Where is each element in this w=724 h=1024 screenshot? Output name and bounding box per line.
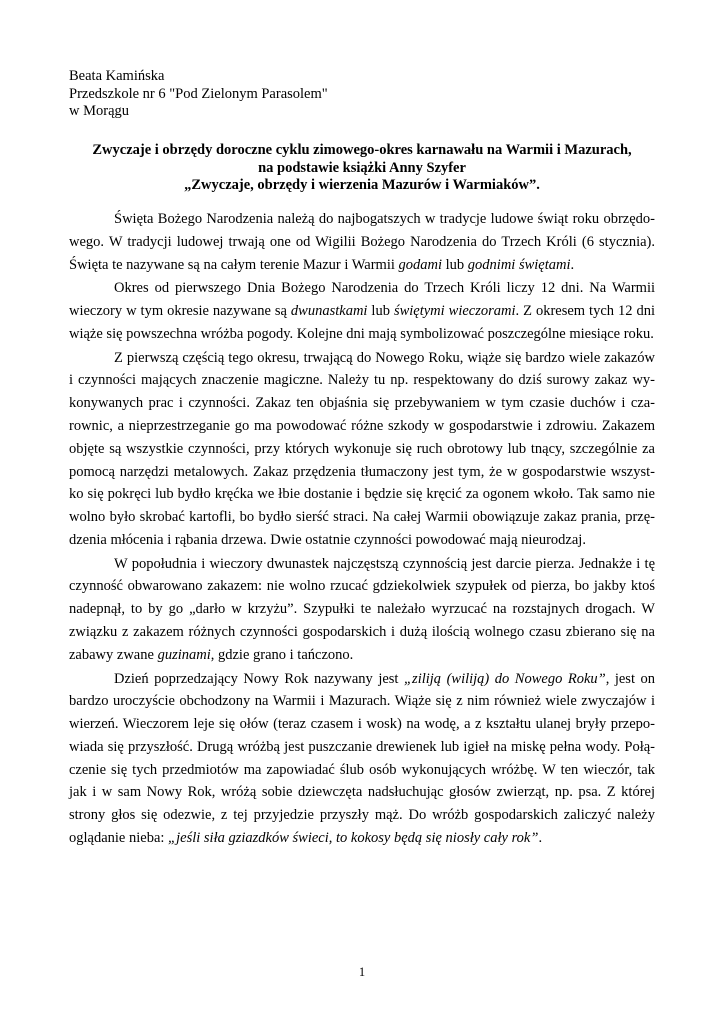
title-line-3: „Zwyczaje, obrzędy i wierzenia Mazurów i Warmiaków”. xyxy=(184,177,540,193)
document-body xyxy=(69,208,655,850)
paragraph-5-text-a: Dzień poprzedzający Nowy Rok nazywany jest xyxy=(114,670,404,687)
paragraph-2-italic-wieczory: świętymi wieczorami xyxy=(393,303,516,320)
paragraph-1 xyxy=(69,208,655,276)
paragraph-1-text-a: Święta Bożego Narodzenia należą do najbogatszych w tradycje ludowe świąt roku obrzędo-wego. W tradycji ludowej trwają one od Wigilii Bożego Narodzenia do Trzech Króli (6 stycznia). Święta te nazywane są na całym terenie Mazur i Warmii xyxy=(69,211,655,273)
paragraph-2-text-c: . Z okresem tych 12 dni wiąże się powszechna wróżba pogody. Kolejne dni mają symbolizować poszczególne miesiące roku. xyxy=(69,303,655,342)
title-line-2: na podstawie książki Anny Szyfer xyxy=(258,159,466,176)
author-name: Beata Kamińska xyxy=(69,68,165,84)
paragraph-4-text-b: , gdzie grano i tańczono. xyxy=(210,646,354,663)
page-number: 1 xyxy=(358,965,366,979)
paragraph-5-text-c: . xyxy=(538,830,543,847)
paragraph-1-italic-godami: godami xyxy=(398,256,443,273)
paragraph-2-text-b: lub xyxy=(367,303,394,320)
paragraph-1-text-b: lub xyxy=(442,256,468,273)
paragraph-4-italic-guziny: guzinami xyxy=(157,646,211,663)
paragraph-1-italic-godnimi: godnimi świętami xyxy=(467,256,571,273)
author-city: w Morągu xyxy=(69,103,130,119)
paragraph-3: Z pierwszą częścią tego okresu, trwającą do Nowego Roku, wiąże się bardzo wiele zakazów i czynności mających znaczenie magiczne. Należy tu np. respektowany do dziś surowy zakaz wy-konywanych prac i czynności. Zakaz ten objaśnia się przebywaniem w tym czasie duchów i cza-rownic, a nieprzestrzeganie go ma powodować różne szkody w gospodarstwie i zdrowiu. Zakazem objęte są wszystkie czynności, przy których wykonuje się ruch obrotowy lub tnący, szczególnie za pomocą narzędzi metalowych. Zakaz przędzenia tłumaczony jest tym, że w gospodarstwie wszyst-ko się pokręci lub bydło kręćka we łbie dostanie i będzie się kręcić za ogonem wkoło. Tak samo nie wolno było skrobać kartofli, bo bydło sierść straci. Na całej Warmii obowiązuje zakaz prania, przę-dzenia młócenia i rąbania drzewa. Dwie ostatnie czynności powodować mają nieurodzaj. xyxy=(69,349,655,548)
paragraph-5-italic-quote: „jeśli siła gziazdków świeci, to kokosy będą się niosły cały rok” xyxy=(168,830,539,847)
paragraph-5-text-b: , jest on bardzo uroczyście obchodzony na Warmii i Mazurach. Wiąże się z nim również wiele zwyczajów i wierzeń. Wieczorem leje się ołów (teraz czasem i wosk) na wodę, a z kształtu ulanej bryły przepo-wiada się przyszłość. Drugą wróżbą jest puszczanie drewienek lub igieł na miskę pełna wody. Połą-czenie się tych przedmiotów ma zapowiadać ślub osób wykonujących wróżbę. W ten wieczór, tak jak i w sam Nowy Rok, wróżą sobie dziewczęta nadsłuchując głosów zwierząt, np. psa. Z której strony głos się odezwie, z tej przyjedzie przyszły mąż. Do wróżb gospodarskich zaliczyć należy oglądanie nieba: xyxy=(69,670,655,847)
paragraph-5 xyxy=(69,668,655,850)
paragraph-2-text-a: Okres od pierwszego Dnia Bożego Narodzenia do Trzech Króli liczy 12 dni. Na Warmii wieczory w tym okresie nazywane są xyxy=(69,280,655,320)
author-institution: Przedszkole nr 6 "Pod Zielonym Parasolem" xyxy=(69,85,328,102)
author-block xyxy=(69,68,328,121)
paragraph-4 xyxy=(69,553,655,667)
paragraph-4-text-a: W popołudnia i wieczory dwunastek najczęstszą czynnością jest darcie pierza. Jednakże i tę czynność obwarowano zakazem: nie wolno rzucać gdziekolwiek szypułek od pierza, bo jakby ktoś nadepnął, to by go „darło w krzyżu”. Szypułki te należało wyrzucać na rozstajnych drogach. W związku z zakazem różnych czynności gospodarskich i dużą ilością wolnego czasu zbierano się na zabawy zwane xyxy=(69,555,655,663)
paragraph-5-italic-zilija: „ziliją (wiliją) do Nowego Roku” xyxy=(403,670,606,687)
paragraph-1-text-c: . xyxy=(570,256,575,273)
document-title xyxy=(69,142,655,195)
paragraph-2-italic-dwunastki: dwunastkami xyxy=(290,303,368,320)
title-line-1: Zwyczaje i obrzędy doroczne cyklu zimowego-okres karnawału na Warmii i Mazurach, xyxy=(92,142,632,158)
paragraph-2 xyxy=(69,277,655,345)
